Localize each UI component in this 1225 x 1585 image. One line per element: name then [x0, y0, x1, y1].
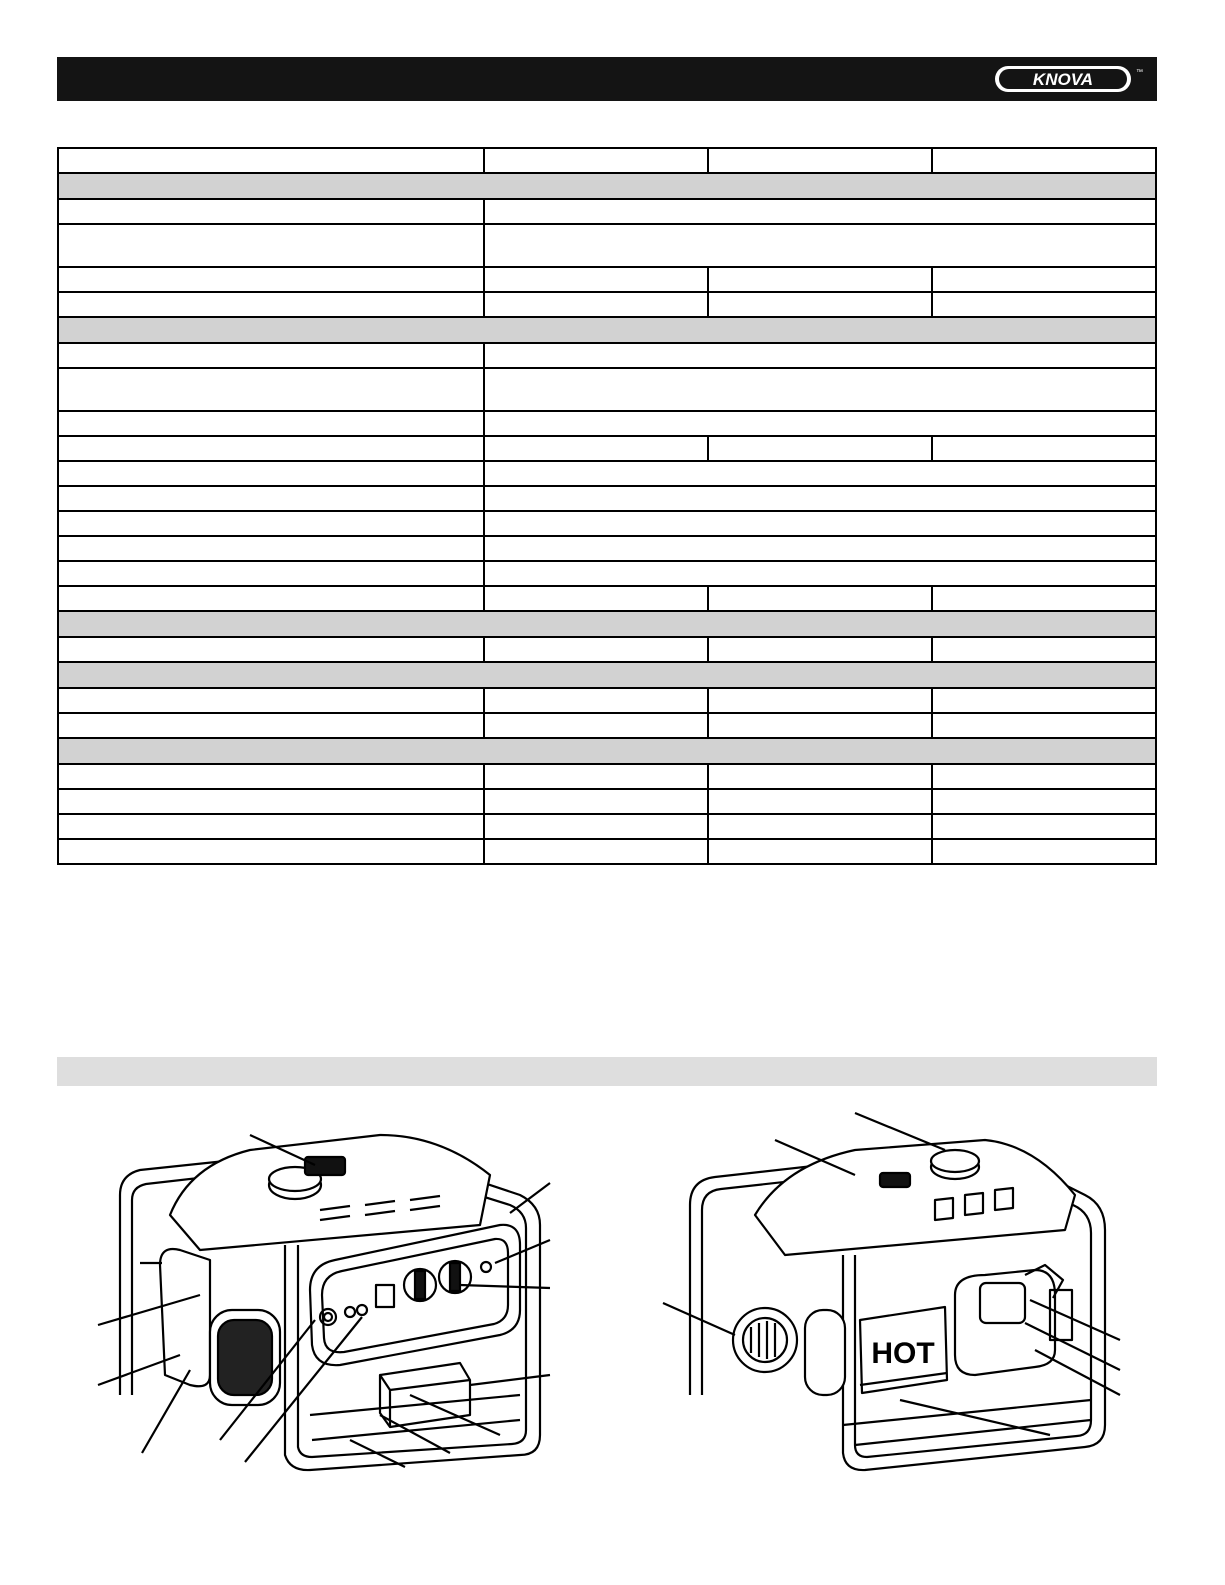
spec-value-cell: [484, 148, 708, 173]
spec-value-cell: [708, 436, 932, 461]
spec-value-cell: [484, 368, 1156, 411]
spec-value-cell: [708, 148, 932, 173]
spec-label-cell: [58, 411, 484, 436]
spec-row: [58, 637, 1156, 662]
spec-value-cell: [484, 224, 1156, 267]
spec-value-cell: [484, 436, 708, 461]
spec-label-cell: [58, 536, 484, 561]
spec-value-cell: [932, 267, 1156, 292]
spec-row: [58, 486, 1156, 511]
spec-label-cell: [58, 839, 484, 864]
spec-label-cell: [58, 688, 484, 713]
spec-value-cell: [708, 713, 932, 738]
spec-value-cell: [932, 713, 1156, 738]
spec-row: [58, 343, 1156, 368]
spec-label-cell: [58, 586, 484, 611]
spec-value-cell: [484, 461, 1156, 486]
spec-row: [58, 148, 1156, 173]
hot-warning-label: HOT: [871, 1337, 935, 1370]
spec-value-cell: [932, 688, 1156, 713]
header-bar: [57, 57, 1157, 101]
components-section-header: [57, 1057, 1157, 1086]
spec-value-cell: [932, 637, 1156, 662]
spec-value-cell: [708, 814, 932, 839]
spec-label-cell: [58, 713, 484, 738]
spec-label-cell: [58, 148, 484, 173]
spec-value-cell: [932, 292, 1156, 317]
spec-row: [58, 511, 1156, 536]
spec-value-cell: [484, 343, 1156, 368]
spec-label-cell: [58, 368, 484, 411]
spec-value-cell: [932, 839, 1156, 864]
spec-row: [58, 789, 1156, 814]
spec-row: [58, 586, 1156, 611]
spec-value-cell: [708, 586, 932, 611]
spec-row: [58, 411, 1156, 436]
spec-value-cell: [932, 814, 1156, 839]
spec-row: [58, 814, 1156, 839]
spec-value-cell: [484, 789, 708, 814]
spec-row: [58, 764, 1156, 789]
spec-value-cell: [932, 789, 1156, 814]
spec-value-cell: [484, 713, 708, 738]
spec-label-cell: [58, 764, 484, 789]
spec-label-cell: [58, 436, 484, 461]
spec-value-cell: [708, 789, 932, 814]
spec-section-row: [58, 662, 1156, 688]
spec-value-cell: [708, 688, 932, 713]
spec-label-cell: [58, 789, 484, 814]
spec-value-cell: [484, 536, 1156, 561]
spec-value-cell: [484, 839, 708, 864]
spec-value-cell: [932, 586, 1156, 611]
spec-table-body: [58, 148, 1156, 864]
section-header-cell: [58, 173, 1156, 199]
spec-label-cell: [58, 267, 484, 292]
spec-value-cell: [484, 199, 1156, 224]
spec-row: [58, 224, 1156, 267]
generator-front-diagram: [80, 1095, 560, 1475]
spec-label-cell: [58, 343, 484, 368]
generator-rear-diagram: [655, 1095, 1135, 1475]
section-header-cell: [58, 738, 1156, 764]
spec-label-cell: [58, 461, 484, 486]
spec-value-cell: [484, 688, 708, 713]
spec-section-row: [58, 611, 1156, 637]
spec-label-cell: [58, 511, 484, 536]
spec-value-cell: [708, 292, 932, 317]
spec-value-cell: [932, 148, 1156, 173]
spec-row: [58, 461, 1156, 486]
spec-row: [58, 561, 1156, 586]
spec-value-cell: [484, 764, 708, 789]
spec-value-cell: [484, 411, 1156, 436]
spec-value-cell: [932, 764, 1156, 789]
spec-value-cell: [708, 764, 932, 789]
spec-value-cell: [484, 292, 708, 317]
spec-value-cell: [484, 511, 1156, 536]
spec-table: [57, 147, 1157, 865]
brand-logo: [993, 63, 1143, 95]
spec-row: [58, 292, 1156, 317]
spec-label-cell: [58, 814, 484, 839]
spec-label-cell: [58, 292, 484, 317]
spec-row: [58, 368, 1156, 411]
section-header-cell: [58, 662, 1156, 688]
spec-label-cell: [58, 637, 484, 662]
spec-value-cell: [708, 839, 932, 864]
spec-value-cell: [708, 267, 932, 292]
spec-row: [58, 536, 1156, 561]
spec-value-cell: [484, 267, 708, 292]
spec-value-cell: [484, 586, 708, 611]
trademark-mark: ™: [1136, 69, 1143, 76]
brand-logo-text: KNOVA: [1032, 70, 1094, 89]
spec-value-cell: [708, 637, 932, 662]
spec-label-cell: [58, 224, 484, 267]
spec-label-cell: [58, 199, 484, 224]
spec-row: [58, 688, 1156, 713]
spec-value-cell: [484, 814, 708, 839]
spec-value-cell: [484, 486, 1156, 511]
spec-label-cell: [58, 486, 484, 511]
section-header-cell: [58, 317, 1156, 343]
spec-row: [58, 436, 1156, 461]
spec-row: [58, 713, 1156, 738]
section-header-cell: [58, 611, 1156, 637]
spec-row: [58, 267, 1156, 292]
spec-label-cell: [58, 561, 484, 586]
spec-section-row: [58, 173, 1156, 199]
spec-section-row: [58, 317, 1156, 343]
spec-value-cell: [484, 637, 708, 662]
spec-row: [58, 839, 1156, 864]
spec-section-row: [58, 738, 1156, 764]
spec-value-cell: [932, 436, 1156, 461]
spec-row: [58, 199, 1156, 224]
spec-value-cell: [484, 561, 1156, 586]
